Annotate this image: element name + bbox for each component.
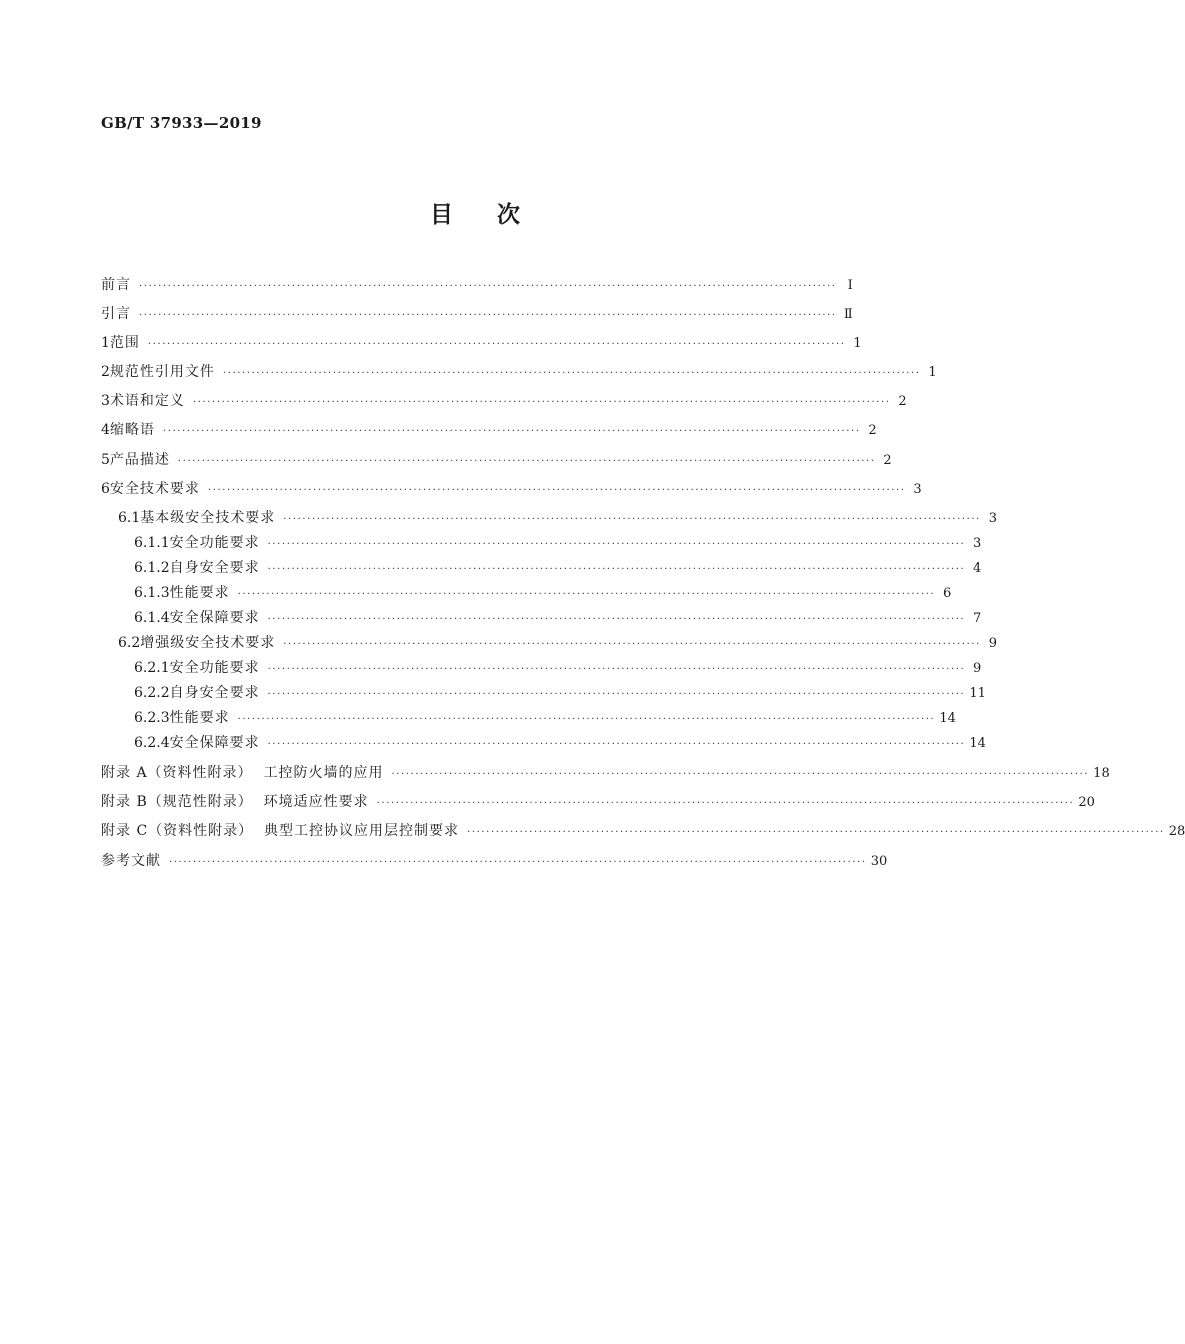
toc-entry-introduction[interactable] <box>101 304 853 324</box>
toc-entry-number: 6.2.2 <box>134 685 170 701</box>
toc-entry-number: 6 <box>101 481 110 497</box>
toc-entry-number: 6.1.3 <box>134 585 170 601</box>
toc-entry-label: 产品描述 <box>109 452 170 468</box>
toc-entry-appendix-a[interactable] <box>101 763 1110 783</box>
toc-entry-page: 3 <box>988 511 997 526</box>
toc-entry-6-1[interactable] <box>118 508 997 528</box>
toc-title-char-2: 次 <box>497 201 520 228</box>
toc-dot-leader: ·················································································································································· <box>139 310 837 321</box>
toc-entry-3[interactable] <box>101 391 907 411</box>
toc-entry-6-2-1[interactable] <box>134 658 982 678</box>
toc-entry-page: Ⅰ <box>847 278 853 293</box>
toc-dot-leader: ·················································································································································· <box>283 639 981 650</box>
toc-entry-page: 14 <box>939 711 956 726</box>
toc-entry-number: 1 <box>101 335 110 351</box>
toc-entry-label: 引言 <box>101 306 131 322</box>
toc-entry-label: 前言 <box>101 277 131 293</box>
toc-entry-6-1-3[interactable] <box>134 583 952 603</box>
toc-entry-appendix-b[interactable] <box>101 792 1095 812</box>
toc-entry-number: 3 <box>101 393 110 409</box>
toc-dot-leader: ·················································································································································· <box>237 714 936 725</box>
toc-entry-page: 6 <box>943 586 952 601</box>
toc-entry-label: 安全保障要求 <box>169 735 260 751</box>
toc-entry-number: 5 <box>101 452 110 468</box>
toc-dot-leader: ·················································································································································· <box>207 485 906 496</box>
toc-dot-leader: ·················································································································································· <box>391 769 1090 780</box>
toc-dot-leader: ·················································································································································· <box>169 857 867 868</box>
toc-title-char-1: 目 <box>430 201 453 228</box>
toc-entry-label: 性能要求 <box>169 585 230 601</box>
toc-entry-label: 自身安全要求 <box>169 560 260 576</box>
toc-dot-leader: ·················································································································································· <box>147 339 846 350</box>
toc-entry-bibliography[interactable] <box>101 851 888 871</box>
toc-entry-foreword[interactable] <box>101 275 853 295</box>
toc-entry-6-1-1[interactable] <box>134 533 982 553</box>
toc-dot-leader: ·················································································································································· <box>267 564 966 575</box>
toc-entry-number: 6.2.1 <box>134 660 170 676</box>
toc-entry-6-2[interactable] <box>118 633 997 653</box>
toc-entry-page: 28 <box>1168 824 1185 839</box>
toc-entry-number: 6.1 <box>118 510 141 526</box>
toc-entry-number: 6.1.4 <box>134 610 170 626</box>
toc-dot-leader: ·················································································································································· <box>283 514 981 525</box>
toc-entry-label: 附录 C（资料性附录） 典型工控协议应用层控制要求 <box>101 823 460 839</box>
toc-entry-page: 9 <box>973 661 982 676</box>
toc-entry-6-2-4[interactable] <box>134 733 986 753</box>
toc-dot-leader: ·················································································································································· <box>267 614 966 625</box>
toc-entry-4[interactable] <box>101 420 877 440</box>
toc-entry-1[interactable] <box>101 333 862 353</box>
toc-entry-label: 安全功能要求 <box>169 660 260 676</box>
toc-dot-leader: ·················································································································································· <box>267 689 966 700</box>
toc-entry-label: 规范性引用文件 <box>109 364 215 380</box>
toc-entry-label: 增强级安全技术要求 <box>140 635 276 651</box>
toc-entry-page: 2 <box>898 394 907 409</box>
toc-entry-page: 18 <box>1093 766 1110 781</box>
toc-entry-label: 性能要求 <box>169 710 230 726</box>
toc-entry-number: 6.2.4 <box>134 735 170 751</box>
toc-entry-page: 2 <box>883 453 892 468</box>
toc-entry-number: 4 <box>101 422 110 438</box>
toc-entry-page: 9 <box>988 636 997 651</box>
toc-entry-6-1-4[interactable] <box>134 608 982 628</box>
toc-entry-page: 4 <box>973 561 982 576</box>
toc-dot-leader: ·················································································································································· <box>267 539 966 550</box>
toc-entry-page: 2 <box>868 423 877 438</box>
toc-entry-label: 附录 A（资料性附录） 工控防火墙的应用 <box>101 765 384 781</box>
toc-dot-leader: ·················································································································································· <box>237 589 936 600</box>
toc-entry-page: 7 <box>973 611 982 626</box>
toc-entry-label: 自身安全要求 <box>169 685 260 701</box>
toc-entry-page: 30 <box>870 854 888 869</box>
toc-entry-label: 参考文献 <box>101 853 161 869</box>
toc-entry-appendix-c[interactable] <box>101 821 1185 841</box>
toc-entry-page: 3 <box>973 536 982 551</box>
toc-entry-number: 6.2.3 <box>134 710 170 726</box>
toc-entry-number: 6.2 <box>118 635 141 651</box>
toc-entry-label: 缩略语 <box>109 422 155 438</box>
toc-entry-2[interactable] <box>101 362 937 382</box>
standard-code: GB/T 37933—2019 <box>101 114 262 132</box>
toc-entry-page: 11 <box>969 686 986 701</box>
toc-entry-6[interactable] <box>101 479 922 499</box>
toc-entry-label: 安全保障要求 <box>169 610 260 626</box>
toc-dot-leader: ·················································································································································· <box>139 281 837 292</box>
toc-entry-5[interactable] <box>101 450 892 470</box>
toc-entry-label: 术语和定义 <box>109 393 185 409</box>
toc-entry-page: Ⅱ <box>843 307 853 322</box>
toc-entry-6-2-3[interactable] <box>134 708 956 728</box>
toc-dot-leader: ·················································································································································· <box>267 739 966 750</box>
toc-entry-number: 6.1.2 <box>134 560 170 576</box>
toc-entry-page: 1 <box>853 336 862 351</box>
toc-entry-page: 14 <box>969 736 986 751</box>
toc-entry-6-2-2[interactable] <box>134 683 986 703</box>
toc-dot-leader: ·················································································································································· <box>267 664 966 675</box>
toc-dot-leader: ·················································································································································· <box>376 798 1075 809</box>
toc-entry-number: 2 <box>101 364 110 380</box>
toc-entry-page: 3 <box>913 482 922 497</box>
toc-entry-number: 6.1.1 <box>134 535 170 551</box>
toc-entry-6-1-2[interactable] <box>134 558 982 578</box>
toc-dot-leader: ·················································································································································· <box>192 397 891 408</box>
toc-entry-label: 范围 <box>109 335 140 351</box>
toc-entry-label: 附录 B（规范性附录） 环境适应性要求 <box>101 794 369 810</box>
toc-entry-page: 20 <box>1078 795 1095 810</box>
toc-entry-label: 安全技术要求 <box>109 481 200 497</box>
toc-dot-leader: ·················································································································································· <box>177 456 876 467</box>
toc-entry-page: 1 <box>928 365 937 380</box>
toc-dot-leader: ·················································································································································· <box>467 827 1165 838</box>
toc-dot-leader: ·················································································································································· <box>222 368 921 379</box>
toc-entry-label: 安全功能要求 <box>169 535 260 551</box>
toc-entry-label: 基本级安全技术要求 <box>140 510 276 526</box>
toc-dot-leader: ·················································································································································· <box>162 426 861 437</box>
